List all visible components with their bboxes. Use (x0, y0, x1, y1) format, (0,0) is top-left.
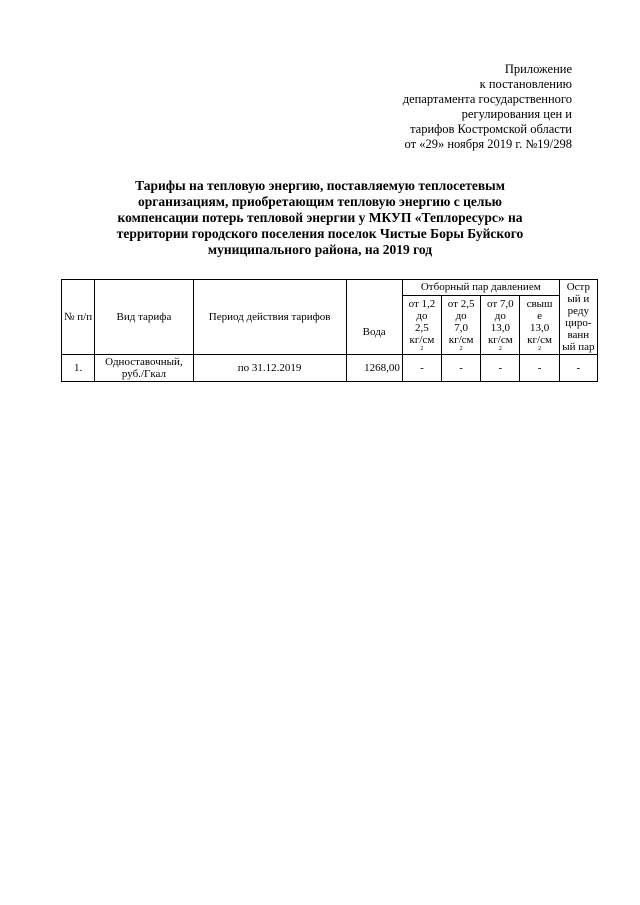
table-row (62, 355, 598, 382)
title-line: компенсации потерь тепловой энергии у МКУП «Теплоресурс» на (117, 210, 523, 225)
cell-steam: - (520, 355, 559, 382)
title-line: Тарифы на тепловую энергию, поставляемую теплосетевым (135, 178, 505, 193)
title-line: территории городского поселения поселок Чистые Боры Буйского (116, 226, 524, 241)
appendix-line: департамента государственного (402, 92, 572, 106)
header-tariff-type: Вид тарифа (95, 280, 194, 355)
table-header-row (62, 280, 598, 296)
appendix-line: тарифов Костромской области (410, 122, 572, 136)
header-pressure-range: от 2,5 до 7,0 кг/см 2 (442, 295, 481, 354)
cell-period: по 31.12.2019 (193, 355, 346, 382)
title-line: организациям, приобретающим тепловую энергию с целью (138, 194, 502, 209)
header-extraction-steam: Отборный пар давлением (402, 280, 559, 296)
header-num: № п/п (62, 280, 95, 355)
cell-sharp-steam: - (559, 355, 597, 382)
header-pressure-range: от 1,2 до 2,5 кг/см 2 (402, 295, 441, 354)
appendix-block (403, 62, 572, 152)
cell-steam: - (481, 355, 520, 382)
cell-tariff-type: Одноставочный, руб./Гкал (95, 355, 194, 382)
header-pressure-range: свыш е 13,0 кг/см 2 (520, 295, 559, 354)
document-title (80, 178, 560, 258)
appendix-line: Приложение (504, 62, 572, 76)
cell-water: 1268,00 (346, 355, 402, 382)
header-period: Период действия тарифов (193, 280, 346, 355)
title-line: муниципального района, на 2019 год (207, 242, 433, 257)
appendix-line: регулирования цен и (461, 107, 572, 121)
header-sharp-steam: Остр ый и реду циро- ванн ый пар (559, 280, 597, 355)
cell-steam: - (442, 355, 481, 382)
tariffs-table (61, 279, 598, 382)
header-water: Вода (346, 280, 402, 355)
appendix-line: от «29» ноября 2019 г. №19/298 (404, 137, 572, 151)
appendix-line: к постановлению (479, 77, 572, 91)
header-pressure-range: от 7,0 до 13,0 кг/см 2 (481, 295, 520, 354)
cell-steam: - (402, 355, 441, 382)
cell-num: 1. (62, 355, 95, 382)
